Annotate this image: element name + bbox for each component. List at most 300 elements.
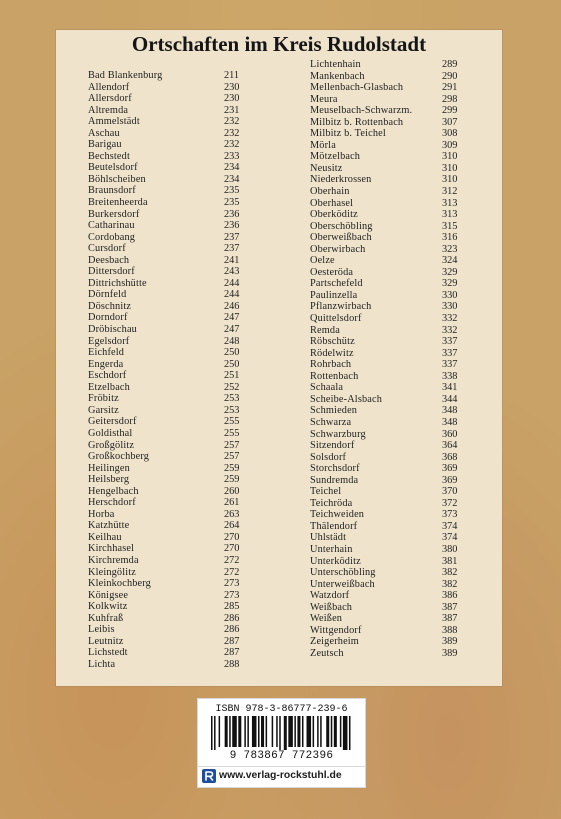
place-name: Pflanzwirbach xyxy=(310,301,372,313)
index-entry xyxy=(88,532,270,544)
place-name: Niederkrossen xyxy=(310,174,372,186)
place-name: Engerda xyxy=(88,358,124,370)
index-entry xyxy=(310,232,480,244)
index-entry xyxy=(310,221,480,233)
index-entry xyxy=(88,393,270,405)
barcode-bar xyxy=(320,716,322,747)
index-entry xyxy=(88,543,270,555)
barcode-bar xyxy=(326,716,329,747)
page-number: 286 xyxy=(224,624,240,636)
page-number: 248 xyxy=(224,335,240,347)
index-entry xyxy=(310,625,480,637)
isbn-barcode xyxy=(197,698,366,767)
place-name: Herschdorf xyxy=(88,497,136,509)
index-entry xyxy=(310,336,480,348)
index-entry xyxy=(310,267,480,279)
barcode-bar xyxy=(238,716,241,747)
place-name: Wittgendorf xyxy=(310,624,362,636)
page-number: 337 xyxy=(442,347,458,359)
place-name: Unterweißbach xyxy=(310,578,375,590)
publisher-logo-icon xyxy=(202,769,216,783)
place-name: Eschdorf xyxy=(88,370,127,382)
index-entry xyxy=(310,371,480,383)
place-name: Kuhfraß xyxy=(88,612,124,624)
place-name: Fröbitz xyxy=(88,393,119,405)
barcode-bar xyxy=(302,716,304,747)
page-number: 329 xyxy=(442,266,458,278)
page-number: 237 xyxy=(224,231,240,243)
index-entry xyxy=(88,440,270,452)
page-number: 382 xyxy=(442,567,458,579)
index-entry xyxy=(310,82,480,94)
page-number: 387 xyxy=(442,601,458,613)
page-number: 247 xyxy=(224,324,240,336)
place-name: Schwarza xyxy=(310,416,352,428)
page-number: 329 xyxy=(442,278,458,290)
barcode-bar xyxy=(266,716,268,747)
index-entry xyxy=(310,405,480,417)
index-entry xyxy=(88,116,270,128)
index-entry xyxy=(88,463,270,475)
page-number: 235 xyxy=(224,197,240,209)
page-number: 261 xyxy=(224,497,240,509)
barcode-bar xyxy=(279,716,281,750)
index-entry xyxy=(310,174,480,186)
page-number: 230 xyxy=(224,81,240,93)
page-number: 389 xyxy=(442,636,458,648)
index-entry xyxy=(310,486,480,498)
index-entry xyxy=(88,659,270,671)
index-entry xyxy=(88,474,270,486)
barcode-digits: 9 783867 772396 xyxy=(229,750,334,762)
index-entry xyxy=(88,197,270,209)
page-number: 381 xyxy=(442,555,458,567)
place-name: Kirchhasel xyxy=(88,543,135,555)
index-entry xyxy=(310,452,480,464)
place-name: Dittersdorf xyxy=(88,266,135,278)
index-entry xyxy=(88,451,270,463)
page-number: 374 xyxy=(442,532,458,544)
index-entry xyxy=(310,209,480,221)
index-entry xyxy=(88,174,270,186)
barcode-bar xyxy=(225,716,228,747)
place-name: Rottenbach xyxy=(310,370,359,382)
page-number: 387 xyxy=(442,613,458,625)
place-name: Kolkwitz xyxy=(88,601,128,613)
place-name: Dorndorf xyxy=(88,312,128,324)
index-entry xyxy=(310,429,480,441)
place-name: Schmieden xyxy=(310,405,358,417)
page-number: 244 xyxy=(224,277,240,289)
index-entry xyxy=(310,359,480,371)
place-name: Döschnitz xyxy=(88,300,132,312)
place-name: Watzdorf xyxy=(310,590,350,602)
page-number: 369 xyxy=(442,463,458,475)
index-entry xyxy=(310,532,480,544)
barcode-bar xyxy=(214,716,216,750)
place-name: Leutnitz xyxy=(88,635,124,647)
page-number: 272 xyxy=(224,554,240,566)
place-name: Heilsberg xyxy=(88,474,130,486)
barcode-bar xyxy=(229,716,231,747)
page-number: 234 xyxy=(224,173,240,185)
place-name: Oberhasel xyxy=(310,197,354,209)
index-entry xyxy=(310,128,480,140)
page-number: 312 xyxy=(442,186,458,198)
place-name: Heilingen xyxy=(88,462,130,474)
place-name: Oberwirbach xyxy=(310,243,366,255)
place-name: Sundremda xyxy=(310,474,359,486)
index-entry xyxy=(88,232,270,244)
page-number: 310 xyxy=(442,151,458,163)
barcode-bar xyxy=(252,716,257,747)
index-entry xyxy=(310,521,480,533)
page-number: 360 xyxy=(442,428,458,440)
page-number: 348 xyxy=(442,416,458,428)
barcode-bar xyxy=(334,716,337,747)
page-number: 273 xyxy=(224,589,240,601)
place-name: Oberköditz xyxy=(310,209,358,221)
place-name: Meuselbach-Schwarzm. xyxy=(310,105,413,117)
index-entry xyxy=(310,94,480,106)
page-number: 389 xyxy=(442,647,458,659)
index-entry xyxy=(88,185,270,197)
place-name: Etzelbach xyxy=(88,381,130,393)
index-entry xyxy=(88,567,270,579)
page-number: 255 xyxy=(224,427,240,439)
place-name: Storchsdorf xyxy=(310,463,360,475)
place-name: Barigau xyxy=(88,139,122,151)
page-number: 260 xyxy=(224,485,240,497)
barcode-bar xyxy=(307,716,312,747)
page-number: 285 xyxy=(224,601,240,613)
index-entry xyxy=(310,613,480,625)
index-entry xyxy=(88,162,270,174)
page-number: 264 xyxy=(224,520,240,532)
page-number: 372 xyxy=(442,497,458,509)
index-entry xyxy=(88,405,270,417)
index-entry xyxy=(88,613,270,625)
page-number: 247 xyxy=(224,312,240,324)
index-entry xyxy=(310,186,480,198)
page-number: 253 xyxy=(224,393,240,405)
page-number: 257 xyxy=(224,439,240,451)
page-number: 373 xyxy=(442,509,458,521)
index-entry xyxy=(310,105,480,117)
index-entry xyxy=(310,301,480,313)
page-number: 259 xyxy=(224,462,240,474)
place-name: Oesteröda xyxy=(310,266,354,278)
page-number: 243 xyxy=(224,266,240,278)
place-name: Königsee xyxy=(88,589,129,601)
page-number: 386 xyxy=(442,590,458,602)
page-number: 287 xyxy=(224,635,240,647)
index-entry xyxy=(88,428,270,440)
barcode-bars xyxy=(211,716,352,750)
place-name: Breitenheerda xyxy=(88,197,148,209)
place-name: Oberweißbach xyxy=(310,232,372,244)
place-name: Milbitz b. Rottenbach xyxy=(310,116,404,128)
place-name: Mankenbach xyxy=(310,70,365,82)
page-number: 230 xyxy=(224,93,240,105)
place-name: Milbitz b. Teichel xyxy=(310,128,386,140)
place-name: Lichta xyxy=(88,658,116,670)
page-number: 287 xyxy=(224,647,240,659)
page-number: 364 xyxy=(442,440,458,452)
page-number: 241 xyxy=(224,254,240,266)
page-number: 272 xyxy=(224,566,240,578)
index-entry xyxy=(310,290,480,302)
place-name: Zeutsch xyxy=(310,647,344,659)
place-name: Schwarzburg xyxy=(310,428,366,440)
page-number: 341 xyxy=(442,382,458,394)
index-entry xyxy=(310,544,480,556)
place-name: Zeigerheim xyxy=(310,636,359,648)
index-entry xyxy=(88,416,270,428)
place-name: Egelsdorf xyxy=(88,335,130,347)
page-number: 307 xyxy=(442,116,458,128)
index-entry xyxy=(88,151,270,163)
page-number: 310 xyxy=(442,162,458,174)
index-entry xyxy=(310,579,480,591)
page-number: 308 xyxy=(442,128,458,140)
index-entry xyxy=(310,348,480,360)
place-name: Partschefeld xyxy=(310,278,363,290)
barcode-bar xyxy=(288,716,293,747)
page-number: 332 xyxy=(442,324,458,336)
page-number: 368 xyxy=(442,451,458,463)
place-name: Schaala xyxy=(310,382,344,394)
index-entry xyxy=(88,220,270,232)
index-entry xyxy=(310,463,480,475)
place-name: Großkochberg xyxy=(88,451,150,463)
page-number: 232 xyxy=(224,127,240,139)
page-number: 348 xyxy=(442,405,458,417)
page-number: 257 xyxy=(224,451,240,463)
barcode-bar xyxy=(276,716,278,747)
page-number: 250 xyxy=(224,358,240,370)
place-name: Cordobang xyxy=(88,231,136,243)
page-number: 251 xyxy=(224,370,240,382)
index-entry xyxy=(310,59,480,71)
index-entry xyxy=(310,602,480,614)
index-entry xyxy=(88,243,270,255)
place-name: Großgölitz xyxy=(88,439,135,451)
page-number: 298 xyxy=(442,93,458,105)
place-name: Hengelbach xyxy=(88,485,139,497)
place-name: Sitzendorf xyxy=(310,440,355,452)
page-number: 232 xyxy=(224,139,240,151)
place-name: Ammelstädt xyxy=(88,116,140,128)
page-number: 316 xyxy=(442,232,458,244)
index-entry xyxy=(88,624,270,636)
place-name: Braunsdorf xyxy=(88,185,136,197)
place-name: Teichweiden xyxy=(310,509,365,521)
place-name: Weißbach xyxy=(310,601,353,613)
place-name: Catharinau xyxy=(88,220,135,232)
index-entry xyxy=(88,347,270,359)
index-entry xyxy=(88,139,270,151)
page-number: 244 xyxy=(224,289,240,301)
place-name: Deesbach xyxy=(88,254,130,266)
place-name: Keilhau xyxy=(88,531,122,543)
place-name: Allendorf xyxy=(88,81,130,93)
place-name: Eichfeld xyxy=(88,347,125,359)
index-entry xyxy=(88,336,270,348)
place-name: Scheibe-Alsbach xyxy=(310,393,383,405)
page-number: 337 xyxy=(442,336,458,348)
index-entry xyxy=(310,509,480,521)
page-number: 237 xyxy=(224,243,240,255)
place-name: Böhlscheiben xyxy=(88,173,146,185)
page-number: 313 xyxy=(442,209,458,221)
place-name: Kleingölitz xyxy=(88,566,136,578)
barcode-bar xyxy=(219,716,221,747)
place-name: Katzhütte xyxy=(88,520,130,532)
place-name: Unterköditz xyxy=(310,555,361,567)
place-name: Rohrbach xyxy=(310,359,352,371)
index-entry xyxy=(310,556,480,568)
page-number: 236 xyxy=(224,220,240,232)
barcode-bar xyxy=(211,716,213,750)
place-name: Neusitz xyxy=(310,162,343,174)
barcode-bar xyxy=(343,716,348,750)
page-number: 250 xyxy=(224,347,240,359)
index-entry xyxy=(88,301,270,313)
barcode-bar xyxy=(261,716,264,747)
place-name: Dittrichshütte xyxy=(88,277,147,289)
page-number: 255 xyxy=(224,416,240,428)
place-name: Quittelsdorf xyxy=(310,313,362,325)
place-name: Oberhain xyxy=(310,186,350,198)
index-entry xyxy=(310,163,480,175)
page-number: 370 xyxy=(442,486,458,498)
index-entry xyxy=(310,117,480,129)
place-name: Geitersdorf xyxy=(88,416,137,428)
index-column-left xyxy=(88,70,270,670)
index-entry xyxy=(88,312,270,324)
index-entry xyxy=(88,324,270,336)
index-entry xyxy=(88,105,270,117)
place-name: Unterschöbling xyxy=(310,567,376,579)
page-number: 288 xyxy=(224,658,240,670)
place-name: Thälendorf xyxy=(310,520,358,532)
page-number: 233 xyxy=(224,150,240,162)
page-number: 263 xyxy=(224,508,240,520)
barcode-bar xyxy=(247,716,249,747)
place-name: Mellenbach-Glasbach xyxy=(310,82,404,94)
page-number: 382 xyxy=(442,578,458,590)
index-entry xyxy=(88,647,270,659)
place-name: Allersdorf xyxy=(88,93,132,105)
place-name: Bechstedt xyxy=(88,150,130,162)
page-number: 309 xyxy=(442,139,458,151)
index-entry xyxy=(310,140,480,152)
page-number: 344 xyxy=(442,393,458,405)
page-number: 324 xyxy=(442,255,458,267)
isbn-label: ISBN 978-3-86777-239-6 xyxy=(215,704,348,715)
barcode-bar xyxy=(340,716,342,747)
place-name: Goldisthal xyxy=(88,427,133,439)
index-entry xyxy=(88,590,270,602)
index-entry xyxy=(310,198,480,210)
page-number: 235 xyxy=(224,185,240,197)
index-entry xyxy=(310,325,480,337)
barcode-bar xyxy=(313,716,315,747)
publisher-website xyxy=(197,766,366,788)
index-entry xyxy=(310,648,480,660)
index-entry xyxy=(88,289,270,301)
page-title: Ortschaften im Kreis Rudolstadt xyxy=(131,32,427,56)
barcode-bar xyxy=(284,716,287,750)
place-name: Lichtenhain xyxy=(310,59,361,70)
barcode-bar xyxy=(244,716,246,747)
barcode-bar xyxy=(258,716,260,747)
page-number: 338 xyxy=(442,370,458,382)
page-number: 313 xyxy=(442,197,458,209)
barcode-bar xyxy=(232,716,237,747)
website-url: www.verlag-rockstuhl.de xyxy=(219,770,342,781)
index-entry xyxy=(310,71,480,83)
place-name: Oberschöbling xyxy=(310,220,373,232)
place-name: Meura xyxy=(310,93,338,105)
page-number: 388 xyxy=(442,624,458,636)
place-name: Remda xyxy=(310,324,340,336)
place-name: Aschau xyxy=(88,127,120,139)
page-number: 380 xyxy=(442,543,458,555)
index-entry xyxy=(310,590,480,602)
index-entry xyxy=(88,601,270,613)
barcode-bar xyxy=(349,716,351,750)
index-entry xyxy=(88,266,270,278)
place-name: Kleinkochberg xyxy=(88,578,151,590)
index-entry xyxy=(88,128,270,140)
index-entry xyxy=(88,255,270,267)
place-name: Dröbischau xyxy=(88,324,137,336)
page-number: 252 xyxy=(224,381,240,393)
page-number: 234 xyxy=(224,162,240,174)
place-name: Röbschütz xyxy=(310,336,355,348)
place-name: Bad Blankenburg xyxy=(88,70,163,81)
page-number: 231 xyxy=(224,104,240,116)
place-name: Dörnfeld xyxy=(88,289,127,301)
index-entry xyxy=(88,370,270,382)
index-entry xyxy=(310,255,480,267)
page-number: 290 xyxy=(442,70,458,82)
place-name: Altremda xyxy=(88,104,129,116)
index-entry xyxy=(310,567,480,579)
index-entry xyxy=(88,359,270,371)
page-number: 299 xyxy=(442,105,458,117)
barcode-bar xyxy=(272,716,274,747)
page-number: 273 xyxy=(224,578,240,590)
index-entry xyxy=(310,394,480,406)
index-column-right xyxy=(310,59,480,659)
place-name: Lichstedt xyxy=(88,647,128,659)
index-entry xyxy=(88,578,270,590)
index-entry xyxy=(310,498,480,510)
page-number: 337 xyxy=(442,359,458,371)
index-entry xyxy=(310,151,480,163)
page-number: 270 xyxy=(224,531,240,543)
page-number: 310 xyxy=(442,174,458,186)
place-name: Teichröda xyxy=(310,497,353,509)
page-number: 332 xyxy=(442,313,458,325)
place-name: Paulinzella xyxy=(310,289,358,301)
page-number: 259 xyxy=(224,474,240,486)
index-entry xyxy=(88,70,270,82)
index-entry xyxy=(310,313,480,325)
